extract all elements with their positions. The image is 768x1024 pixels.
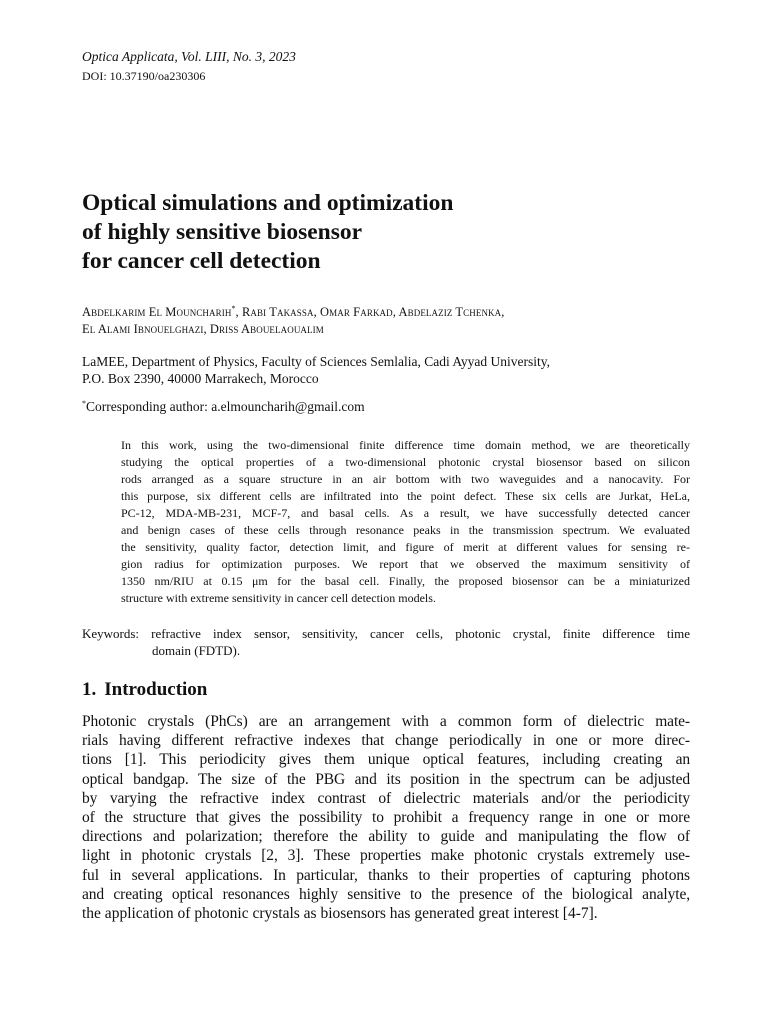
section-title: Introduction <box>104 679 208 700</box>
paragraph-line: the application of photonic crystals as biosensors has generated great interest [4-7]. <box>82 905 598 923</box>
abstract-line: the sensitivity, quality factor, detection limit, and figure of merit at different values for sensing re- <box>121 540 690 554</box>
paragraph-line: Photonic crystals (PhCs) are an arrangement with a common form of dielectric mate- <box>82 713 690 730</box>
author-names: , Rabi Takassa, Omar Farkad, Abdelaziz Tchenka, <box>235 305 505 319</box>
paragraph-line: and creating optical resonances highly sensitive to the presence of the biological analyte, <box>82 885 690 903</box>
doi: DOI: 10.37190/oa230306 <box>82 69 206 83</box>
title-line: for cancer cell detection <box>82 248 321 274</box>
corresponding-author <box>82 399 365 415</box>
abstract-line: PC-12, MDA-MB-231, MCF-7, and basal cells. As a result, we have successfully detected cancer <box>121 506 690 520</box>
abstract-line: studying the optical properties of a two-dimensional photonic crystal biosensor based on silicon <box>121 455 690 469</box>
abstract <box>121 437 690 607</box>
abstract-line: rods arranged as a square structure in an air bottom with two waveguides and a nanocavity. For <box>121 472 690 486</box>
author-list-line: El Alami Ibnouelghazi, Driss Abouelaoualim <box>82 322 324 336</box>
abstract-line: gion radius for optimization purposes. We report that we observed the maximum sensitivity of <box>121 557 690 571</box>
paragraph-line: directions and polarization; therefore the ability to guide and manipulating the flow of <box>82 828 690 846</box>
paragraph-line: ful in several applications. In particular, thanks to their properties of capturing photons <box>82 866 690 884</box>
abstract-line: 1350 nm/RIU at 0.15 μm for the basal cell. Finally, the proposed biosensor can be a miniaturized <box>121 574 690 588</box>
corresponding-mark: * <box>231 304 236 313</box>
title-line: Optical simulations and optimization <box>82 190 454 216</box>
keywords-line: Keywords: refractive index sensor, sensitivity, cancer cells, photonic crystal, finite difference time <box>82 626 690 641</box>
author-list-line <box>82 304 504 320</box>
section-number: 1. <box>82 679 97 700</box>
affiliation-line: LaMEE, Department of Physics, Faculty of Sciences Semlalia, Cadi Ayyad University, <box>82 354 551 369</box>
paper-title <box>82 189 453 276</box>
affiliation-line: P.O. Box 2390, 40000 Marrakech, Morocco <box>82 371 319 386</box>
keywords-line: domain (FDTD). <box>152 643 241 658</box>
abstract-line: and benign cases of these cells through resonance peaks in the transmission spectrum. We evaluated <box>121 523 690 537</box>
paragraph-line: of the structure that gives the possibility to prohibit a frequency range in one or more <box>82 809 690 827</box>
paragraph-line: by varying the refractive index contrast of dielectric materials and/or the periodicity <box>82 789 690 807</box>
corresponding-mark: * <box>82 399 86 408</box>
abstract-line: In this work, using the two-dimensional finite difference time domain method, we are theoretically <box>121 438 690 452</box>
paragraph-line: tions [1]. This periodicity gives them unique optical features, including creating an <box>82 751 690 769</box>
paragraph-line: light in photonic crystals [2, 3]. These properties make photonic crystals extremely use- <box>82 847 690 865</box>
abstract-line: structure with extreme sensitivity in cancer cell detection models. <box>121 591 436 605</box>
paragraph-line: optical bandgap. The size of the PBG and its position in the spectrum can be adjusted <box>82 770 690 788</box>
paragraph-line: rials having different refractive indexes that change periodically in one or more direc- <box>82 732 690 750</box>
journal-citation: Optica Applicata, Vol. LIII, No. 3, 2023 <box>82 49 296 64</box>
title-line: of highly sensitive biosensor <box>82 219 363 245</box>
author-name: Abdelkarim El Mouncharih <box>82 305 232 319</box>
abstract-line: this purpose, six different cells are infiltrated into the point defect. These six cells are Jurkat, HeLa, <box>121 489 690 503</box>
introduction-paragraph <box>82 712 690 923</box>
corresponding-text: Corresponding author: a.elmouncharih@gmail.com <box>86 399 365 414</box>
section-heading <box>82 679 207 701</box>
